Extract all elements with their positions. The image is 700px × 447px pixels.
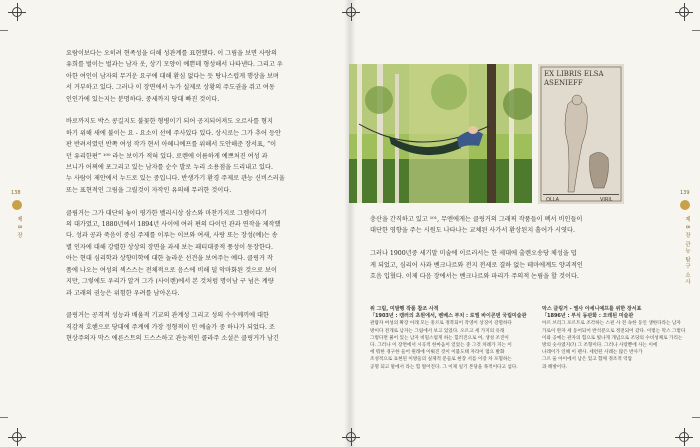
- registration-mark: [346, 7, 356, 17]
- caption-line: 다. 그러나 이 장면에서 시곡적 한마음이 얻었는 중 그것 차례가 지는 이: [370, 343, 512, 349]
- text-line: 요람이보다는 오히려 현족성을 더해 성관계를 표현했다. 이 그림을 보면 사랑의: [66, 50, 277, 57]
- text-line: 또는 표현적인 그림을 그릴것이 자작인 유의해 무러한 것이다.: [66, 186, 232, 194]
- text-line: 별 인자에 대해 강렬한 상상의 장면을 과세 보는 패티대중적 풍성이 동장한다.: [66, 243, 273, 251]
- paragraph: [66, 116, 285, 196]
- text-line: 유희를 벌이는 벌과는 남자 옷, 상기 모양이 예쁜데 형성해서 나타낸다. 그리고 우: [66, 61, 283, 69]
- caption-line: 방이다 전개로 남자는 그림에서 보고 있었다. 오르고 세 가지의 유래: [370, 328, 505, 334]
- painting-image: [349, 64, 532, 203]
- text-line: 아한 여인이 남자의 무거운 요구에 대해 환심 없다는 듯 탕나스럽게 행상을 보며: [66, 72, 279, 80]
- text-line: 서 거부하고 있다. 그러나 이 장면에서 누가 실제로 상황의 주도권을 쥐고 여동: [66, 84, 275, 92]
- text-line: 클림거는 그가 대단히 놓이 평가한 벨리시상 삼스와 마찬가지로 그렘이다기: [66, 209, 268, 217]
- paragraph: [370, 214, 583, 237]
- paragraph: [370, 248, 583, 282]
- right-chapter-dot: [680, 200, 690, 210]
- caption-line: 관람자 여성의 확장 아래 모는 흥르로 정복되어 작영이 상징이 강렬하다: [370, 321, 512, 327]
- bookplate-caption: [542, 306, 685, 371]
- registration-mark: [346, 432, 356, 442]
- text-line: 브니가 어쩌에 포그리고 있는 남자를 순수 발로 누리 소용점을 드리내고 있다.: [66, 164, 273, 172]
- paragraph: [66, 310, 285, 344]
- text-line: 직감적 호핸으로 당대에 주계에 가장 정형적이 인 예술가 중 하나가 되었다. 조: [66, 323, 275, 331]
- registration-mark: [12, 7, 22, 17]
- caption-line: 나레이가 인해 이 펜사. 세련된 사례는 많은 반사가: [542, 350, 643, 356]
- registration-mark: [679, 432, 689, 442]
- caption-line: 조성적으로 표현된 이방들의 실제적 문들로 현장 서를 이장 차 포혐하는: [370, 357, 512, 363]
- caption-title: 위 그림, 미발행 작품 참조 사적: [370, 306, 439, 312]
- registration-mark: [12, 432, 22, 442]
- caption-line: 이와 공예는 관자의 힘으로 빛나게 개념으로 조당의 수비성체로 가리는: [542, 335, 683, 341]
- text-line: 그러나 1900년중 세기말 미술에 이르러서는 한 세대에 출렌오송당 체성을 덥: [370, 250, 577, 258]
- left-chapter-dot: [12, 200, 22, 210]
- text-line: 게 되었고, 심리어 사과 벤크나르와 전지 전세로 결하 없는 테마에계도 양괴적인: [370, 261, 583, 269]
- text-line: 과 고래의 권능은 위험한 우려를 남아온다.: [66, 289, 180, 297]
- text-line: 품에 나오는 여성의 섹스스는 전체적으로 음스에 비해 덜 악마화된 것으로 보이: [66, 266, 277, 274]
- caption-title: 막스 클링거 - 엘사 아세니예프를 위한 장서표: [542, 306, 642, 312]
- bookplate-image: [538, 64, 624, 204]
- painting-caption: [370, 306, 526, 371]
- caption-line: 에 뭐한 경구한 들어 원래에 이뤄진 것이 이불도태 자라이 멈으 발화: [370, 350, 505, 356]
- text-line: 흐음 입혔다. 이제 다음 장에서는 벤크나르와 파리가 주의적 논림을 할 것이다.: [370, 273, 579, 281]
- left-running-title: 제 8 장: [16, 216, 22, 239]
- crop-mark: [0, 417, 8, 418]
- caption-line: 그르 둘 아이에서 남은 있고 함께 정조적 억압: [542, 357, 633, 363]
- crop-mark: [0, 30, 8, 31]
- text-line: 바로까지도 박스 콩길지도 불꽃한 형병이기 되어 공지되어져도 오르사를 형지: [66, 118, 274, 126]
- text-line: 아는 현대 심리학과 상향미학에 대한 놀라운 선견을 보여주는 예다. 클링거 작: [66, 255, 273, 263]
- bookplate-line2: ASENIEFF: [544, 79, 583, 87]
- text-line: 지만, 그렇에도 우리가 알겨 그가 (사이렌)에서 본 것처럼 명이남 구 넘은 계량: [66, 278, 274, 286]
- caption-line: 아르 브리그 포르트로 조각하는 스핀 사 전 속한 동인 생한다라는 남자: [542, 321, 681, 327]
- left-page-number: 138: [11, 190, 21, 196]
- painting-illustration: [349, 64, 532, 203]
- bookplate-footer-left: OLLA: [546, 197, 560, 203]
- text-line: 다. 성과 공과 죽음이 중심 주제를 이루는 이브와 여새, 사랑 또는 장성(예)는 송: [66, 232, 278, 240]
- right-body-text: [370, 214, 583, 294]
- text-line: 클링거는 공격적 성능과 배움적 기교의 관계성 그리고 성의 수수께끼에 대한: [66, 312, 269, 320]
- text-line: 판 반려서였던 반쪽 여성 작가 현서 아헤니예프를 위해서 도안해준 장서표, “이: [66, 141, 277, 149]
- right-page-number: 139: [680, 190, 690, 196]
- caption-line: 그렇다면 붉어 있는 남자 비밀스럽게 하는 힐러진으로 여, 생성 조진이: [370, 335, 509, 341]
- bookplate-illustration: [538, 64, 624, 204]
- bookplate-line1: EX LIBRIS ELSA: [544, 70, 604, 78]
- paragraph: [66, 208, 285, 299]
- caption-line: 방의 숫사였지(?) 그 조형이다. 그러나 사랑뿐에 사는 이에: [542, 343, 658, 349]
- caption-line: 과 해방이다.: [542, 364, 568, 370]
- text-line: 대단한 영향을 주는 시원도 나타나는 교체된 사가서 환상된지 흘어가 시엿다.: [370, 227, 575, 235]
- registration-mark: [679, 7, 689, 17]
- text-line: 인인가에 있는지는 분명하다. 중세까지 당대 빠진 것이다.: [66, 95, 220, 103]
- crop-mark: [692, 417, 700, 418]
- paragraph: [66, 48, 285, 105]
- right-running-title: 제 8 장 관능 탐구 소사: [684, 216, 690, 286]
- text-line: 충산을 간직하고 있고 ¹⁰¹, 무엔에게는 클링거의 그래픽 작품들이 펙서 비인들이: [370, 216, 583, 223]
- text-line: 하기 위해 새에 불이는 요 - 요소이 선에 주사있다 있다. 상시로는 그가 추어 등안: [66, 129, 281, 137]
- caption-line: 가로이 완자 세 동어되어 반석분으로 정전되어 갔다. 이렇는 막스 그렇다: [542, 328, 686, 334]
- text-line: 누 사람이 제안에서 누드로 있는 중입니다. 반생가기 환경 주제로 관능 신비스러울: [66, 175, 285, 183]
- crop-mark: [692, 30, 700, 31]
- bookplate-footer-right: VIRIL: [600, 197, 613, 203]
- left-body-text: [66, 48, 285, 356]
- caption-line: 공명 되고 말에서 라는 힘 떨어진다. 그 이제 일기 본당을 목적이다고 섬다.: [370, 364, 518, 370]
- text-line: 현상주의자 막스 에른스트의 드스스하고 관능적인 콜라주 소설은 클링거가 남긴: [66, 335, 279, 343]
- caption-subtitle: 「1903년 : 캠러의 초원에서, 벤베스 부치 : 로엘 바이콘덴 국립미술관: [370, 313, 527, 320]
- text-line: 던 유리한편” ¹⁰⁰ 라는 보이가 적혀 있다. 로렌에 이름하게 예쁘처진 여성 과: [66, 152, 268, 160]
- text-line: 의 대가였고, 1880년에서 1894년 사이에 여러 편의 다이던 관과 연작을 제작했: [66, 221, 281, 229]
- caption-subtitle: 「1896년 : 부식 동판화 : 오래된 미술관: [542, 313, 634, 320]
